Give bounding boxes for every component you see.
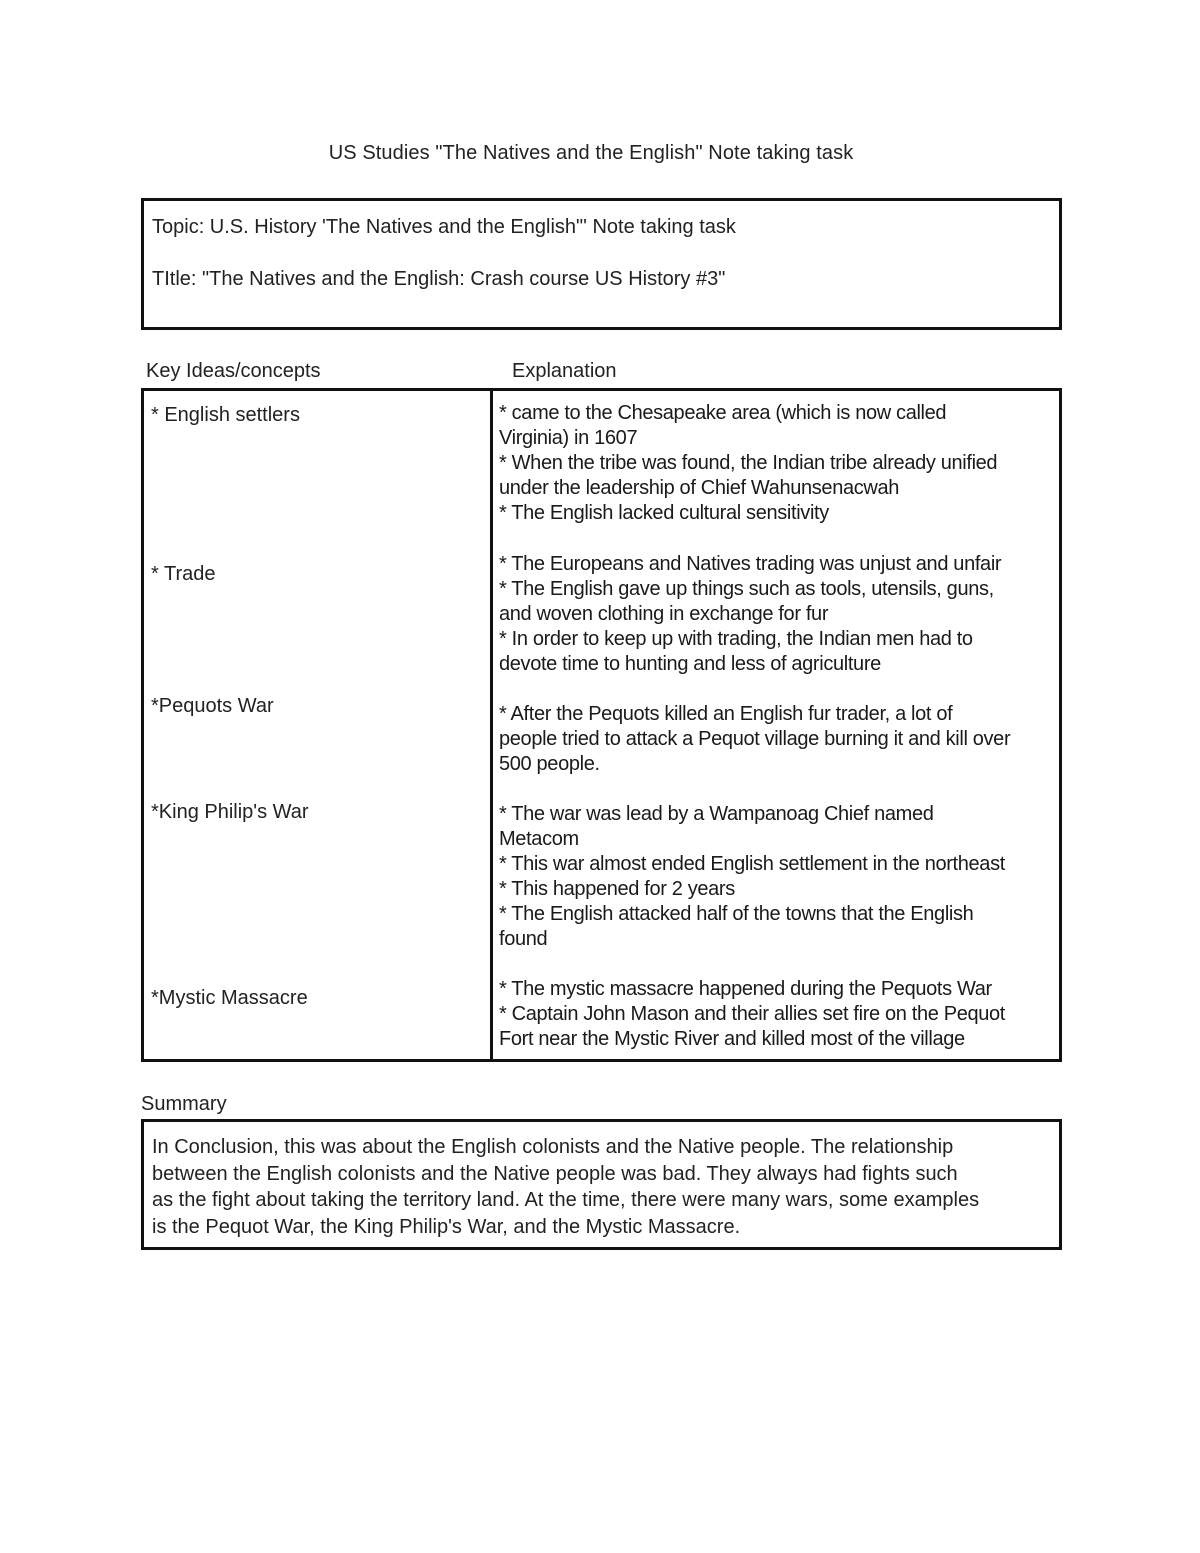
explanation-line: * Captain John Mason and their allies set fire on the Pequot: [499, 1003, 1005, 1025]
explanation-pequots-war: [499, 702, 1059, 777]
explanation-line: * The mystic massacre happened during the Pequots War: [499, 978, 992, 1000]
summary-line: as the fight about taking the territory land. At the time, there were many wars, some examples: [152, 1189, 980, 1211]
explanation-line: people tried to attack a Pequot village burning it and kill over: [499, 728, 1011, 750]
explanation-line: * The English lacked cultural sensitivity: [499, 502, 829, 524]
explanation-line: * The Europeans and Natives trading was unjust and unfair: [499, 553, 1002, 575]
title-line: TItle: "The Natives and the English: Crash course US History #3": [152, 268, 726, 290]
summary-line: between the English colonists and the Native people was bad. They always had fights such: [152, 1162, 958, 1185]
explanation-line: found: [499, 928, 548, 950]
notes-table: [141, 388, 1062, 1062]
explanation-line: Metacom: [499, 828, 579, 850]
concept-trade: * Trade: [151, 563, 216, 585]
explanation-line: 500 people.: [499, 753, 600, 775]
explanation-line: * The English gave up things such as tools, utensils, guns,: [499, 578, 994, 600]
explanation-line: * came to the Chesapeake area (which is now called: [499, 402, 947, 424]
explanation-line: * In order to keep up with trading, the Indian men had to: [499, 628, 973, 650]
topic-box: [141, 198, 1062, 330]
explanation-trade: [499, 552, 1059, 677]
explanation-line: * The English attacked half of the towns that the English: [499, 903, 974, 925]
explanation-line: under the leadership of Chief Wahunsenacwah: [499, 477, 900, 499]
explanation-king-philips-war: [499, 802, 1059, 952]
summary-line: In Conclusion, this was about the English colonists and the Native people. The relationship: [152, 1136, 954, 1158]
summary-box: [141, 1119, 1062, 1250]
explanation-line: and woven clothing in exchange for fur: [499, 603, 829, 625]
explanation-heading: Explanation: [512, 360, 617, 382]
column-divider: [490, 391, 493, 1059]
explanation-line: devote time to hunting and less of agriculture: [499, 653, 881, 675]
explanation-line: * This happened for 2 years: [499, 878, 735, 900]
page-title: US Studies "The Natives and the English" Note taking task: [328, 142, 854, 164]
explanation-line: * After the Pequots killed an English fur trader, a lot of: [499, 703, 953, 725]
concept-mystic-massacre: *Mystic Massacre: [151, 987, 308, 1009]
summary-line: is the Pequot War, the King Philip's War, and the Mystic Massacre.: [152, 1215, 741, 1238]
summary-heading: Summary: [141, 1093, 227, 1115]
concept-pequots-war: *Pequots War: [151, 695, 274, 717]
explanation-mystic-massacre: [499, 977, 1059, 1052]
explanation-line: Fort near the Mystic River and killed most of the village: [499, 1028, 965, 1050]
explanation-line: * The war was lead by a Wampanoag Chief named: [499, 803, 934, 825]
explanation-line: Virginia) in 1607: [499, 427, 638, 449]
explanation-line: * When the tribe was found, the Indian tribe already unified: [499, 452, 998, 474]
topic-line: Topic: U.S. History 'The Natives and the English"' Note taking task: [152, 216, 736, 238]
explanation-line: * This war almost ended English settlement in the northeast: [499, 853, 1005, 875]
concept-king-philips-war: *King Philip's War: [151, 801, 309, 823]
key-ideas-heading: Key Ideas/concepts: [146, 360, 321, 382]
concept-english-settlers: * English settlers: [151, 404, 300, 426]
explanation-english-settlers: [499, 401, 1059, 526]
